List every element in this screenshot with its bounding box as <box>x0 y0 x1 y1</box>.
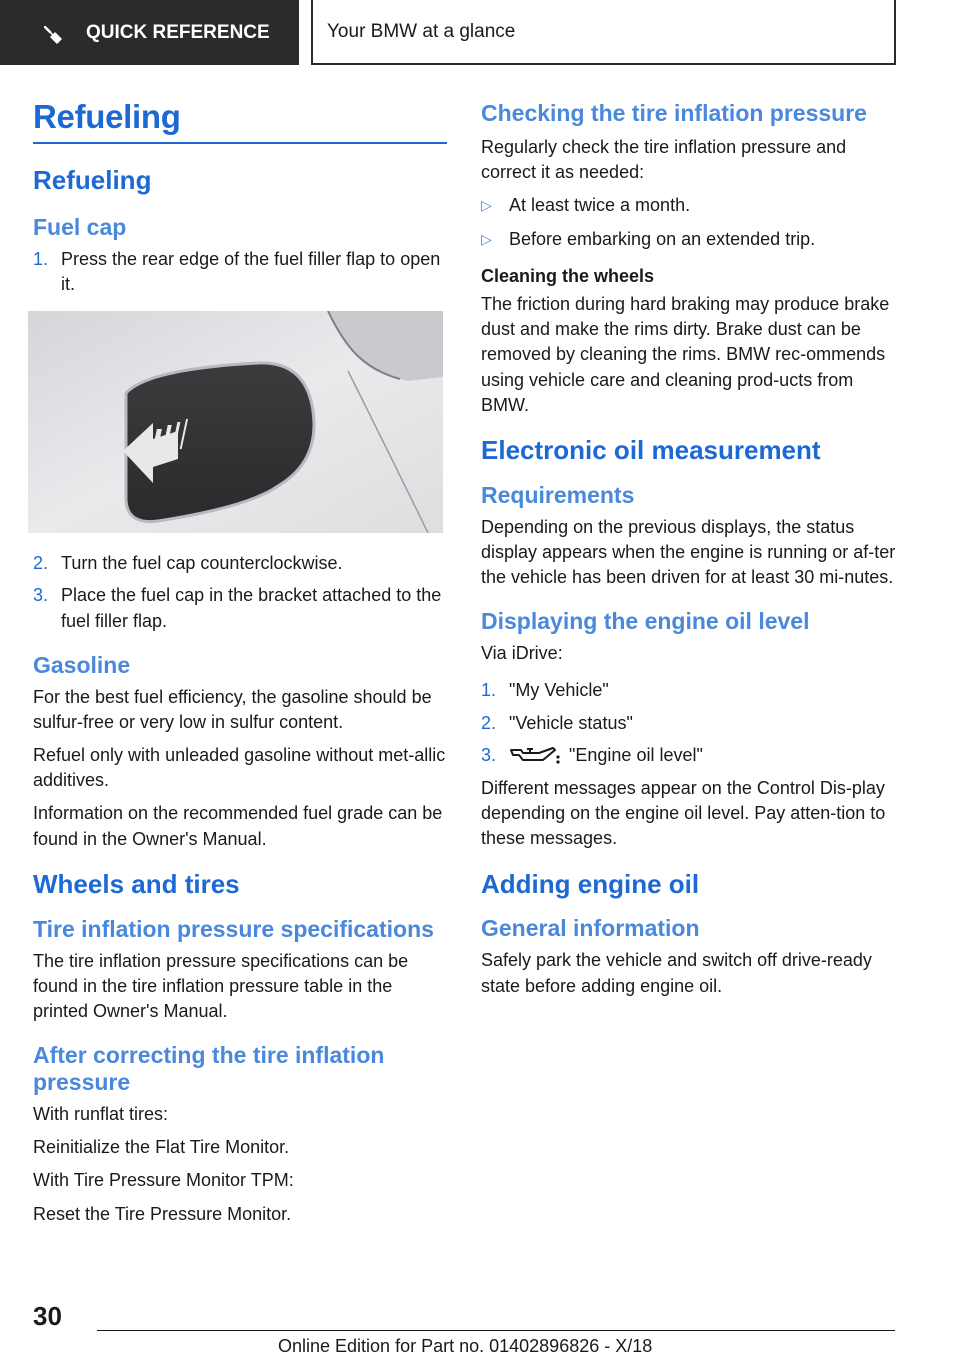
list-item <box>481 678 896 703</box>
heading-cleaning-wheels: Cleaning the wheels <box>481 265 655 286</box>
heading-refueling: Refueling <box>33 165 152 195</box>
checking-bullets <box>481 193 896 252</box>
requirements-text: Depending on the previous displays, the status display appears when the engine is running or af‐ter the vehicle has been driven for at least 30 mi‐nutes. <box>481 516 896 588</box>
step-number: 1. <box>481 680 497 701</box>
general-text: Safely park the vehicle and switch off drive-ready state before adding engine oil. <box>481 950 872 996</box>
heading-after-correcting: After correcting the tire inflation pressure <box>33 1042 385 1096</box>
heading-displaying-oil: Displaying the engine oil level <box>481 608 810 635</box>
checking-text: Regularly check the tire inflation pressure and correct it as needed: <box>481 136 847 183</box>
heading-general-info: General information <box>481 915 700 942</box>
gasoline-text-3: Information on the recommended fuel grade can be found in the Owner's Manual. <box>33 803 443 849</box>
list-item <box>33 247 447 297</box>
list-item <box>481 227 896 252</box>
tire-specs-text: The tire inflation pressure specifications can be found in the tire inflation pressure table in the printed Owner's Manual. <box>33 950 409 1021</box>
section-tab[interactable] <box>311 0 896 65</box>
pin-icon <box>44 26 64 46</box>
page-title: Refueling <box>33 98 447 144</box>
oil-can-icon <box>509 744 561 766</box>
gasoline-text-1: For the best fuel efficiency, the gasoline should be sulfur-free or very low in sulfur content. <box>33 686 432 732</box>
after-text-4: Reset the Tire Pressure Monitor. <box>33 1203 292 1224</box>
list-item <box>481 743 896 768</box>
fuel-cap-steps-a <box>33 247 447 297</box>
via-idrive-text: Via iDrive: <box>481 643 563 664</box>
page-header <box>0 0 960 66</box>
gasoline-text-2: Refuel only with unleaded gasoline without met‐allic additives. <box>33 745 446 791</box>
page-number: 30 <box>33 1301 62 1331</box>
step-text: Place the fuel cap in the bracket attached to the fuel filler flap. <box>61 585 442 631</box>
after-text-1: With runflat tires: <box>33 1103 169 1124</box>
heading-checking-pressure: Checking the tire inflation pressure <box>481 100 867 126</box>
triangle-bullet-icon: ▷ <box>481 231 492 248</box>
quick-reference-label: QUICK REFERENCE <box>86 21 270 43</box>
step-text: "My Vehicle" <box>509 680 609 701</box>
bullet-text: At least twice a month. <box>509 195 691 216</box>
step-number: 2. <box>33 553 49 574</box>
list-item <box>481 193 896 218</box>
bullet-text: Before embarking on an extended trip. <box>509 229 816 250</box>
list-item <box>33 583 447 633</box>
step-text: Press the rear edge of the fuel filler flap to open it. <box>61 248 441 294</box>
oil-steps <box>481 678 896 768</box>
heading-requirements: Requirements <box>481 481 635 508</box>
heading-tire-specs: Tire inflation pressure specifications <box>33 915 434 942</box>
fuel-cap-steps-b <box>33 551 447 634</box>
after-text-2: Reinitialize the Flat Tire Monitor. <box>33 1137 290 1158</box>
fuel-filler-flap-image <box>28 311 443 533</box>
step-text: "Vehicle status" <box>509 712 633 733</box>
heading-fuel-cap: Fuel cap <box>33 213 127 240</box>
step-text: "Engine oil level" <box>569 744 703 765</box>
section-tab-label: Your BMW at a glance <box>327 20 516 42</box>
triangle-bullet-icon: ▷ <box>481 197 492 214</box>
heading-adding-oil: Adding engine oil <box>481 868 700 899</box>
list-item <box>33 551 447 576</box>
footer-divider <box>97 1330 895 1331</box>
left-column <box>33 98 447 1235</box>
heading-electronic-oil: Electronic oil measurement <box>481 434 821 465</box>
quick-reference-tab[interactable] <box>0 0 299 65</box>
after-text-3: With Tire Pressure Monitor TPM: <box>33 1170 294 1191</box>
step-number: 3. <box>33 585 49 606</box>
heading-gasoline: Gasoline <box>33 651 131 678</box>
heading-wheels-and-tires: Wheels and tires <box>33 868 240 899</box>
cleaning-text: The friction during hard braking may produce brake dust and make the rims dirty. Brake dust can be removed by cleaning the rims. BMW rec‐ommends using vehicle care and cleaning prod‐ucts from BMW. <box>481 294 890 415</box>
footer-edition: Online Edition for Part no. 01402896826 - X/18 <box>278 1336 653 1356</box>
step-number: 2. <box>481 712 497 733</box>
list-item <box>481 711 896 736</box>
step-text: Turn the fuel cap counterclockwise. <box>61 553 343 574</box>
step-number: 3. <box>481 744 497 765</box>
messages-text: Different messages appear on the Control Dis‐play depending on the engine oil level. Pay atten‐tion to these messages. <box>481 778 886 849</box>
right-column <box>481 100 896 1007</box>
step-number: 1. <box>33 248 49 269</box>
